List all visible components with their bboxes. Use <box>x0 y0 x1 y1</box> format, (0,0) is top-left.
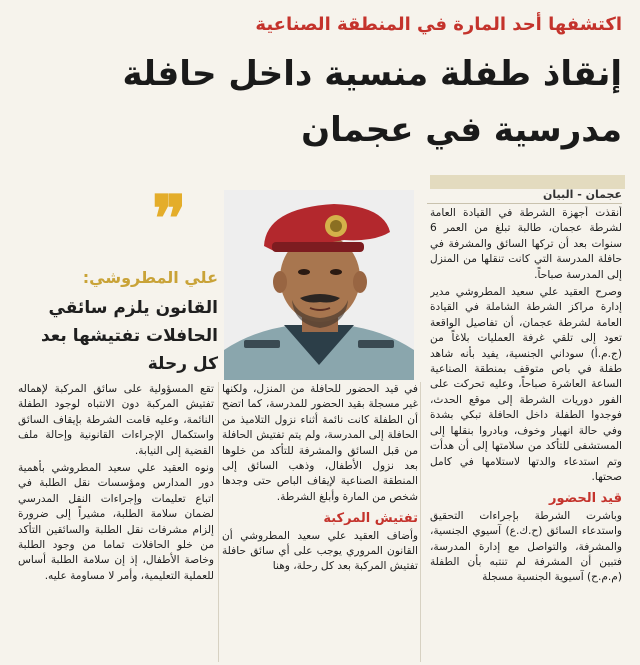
byline-band <box>430 175 625 189</box>
pre-headline: اكتشفها أحد المارة في المنطقة الصناعية <box>255 14 622 35</box>
officer-portrait-image <box>224 190 414 380</box>
byline: عجمان - البيان <box>427 188 622 204</box>
column-divider <box>420 382 421 662</box>
officer-photo <box>224 190 414 380</box>
article-column-right <box>430 206 622 661</box>
paragraph: في قيد الحضور للحافلة من المنزل، ولكنها غير مسجلة بقيد الحضور للمدرسة، كما اتضح أن الطفلة كانت نائمة أثناء نزول التلاميذ من الحافلة إلى المدرسة، ولم يتم تفتيش الحافلة من قبل السائق والمشرفة للتأكد من خلوها بعد نزول الأطفال، وذهب السائق إلى المنطقة الصناعية لإيقاف الباص حتى وجدها شخص من المارة وأبلغ الشرطة. <box>222 383 418 503</box>
paragraph: ونوه العقيد علي سعيد المطروشي بأهمية دور المدارس ومؤسسات نقل الطلبة في اتباع تعليمات وإجراءات النقل المدرسي لضمان سلامة الطلبة، مشيراً إلى ضرورة إلزام مشرفات نقل الطلبة والسائقين التأكد من خلو الحافلات تماما من وجود الطلبة وخاصة الأطفال، إذ إن سلامة الطلبة أساس للعملية التعليمية، وأمر لا مساومة عليه. <box>18 462 214 582</box>
paragraph: وأضاف العقيد علي سعيد المطروشي أن القانون المروري يوجب على أي سائق حافلة تفتيش المركبة بعد كل رحلة، وهنا <box>222 529 418 573</box>
quote-mark-icon: ❞ <box>152 182 187 257</box>
column-divider <box>218 382 219 662</box>
subheading: قيد الحضور <box>548 491 622 507</box>
paragraph: تقع المسؤولية على سائق المركبة لإهماله تفتيش المركبة دون الانتباه لوجود الطفلة النائمة، وعليه قامت الشرطة بإيقاف السائق واستكمال الإجراءات القانونية وإحالة ملف القضية إلى النيابة. <box>18 383 214 457</box>
quote-text: القانون يلزم سائقي الحافلات تفتيشها بعد كل رحلة <box>40 298 218 374</box>
subheading: تفتيش المركبة <box>323 511 418 527</box>
paragraph: وصرح العقيد علي سعيد المطروشي مدير إدارة مراكز الشرطة الشاملة في القيادة العامة لشرطة عجمان، أن تفاصيل الواقعة تعود إلى تلقي غرفة العمليات بلاغاً من (ج.م.أ) سوداني الجنسية، يفيد بأنه شاهد طفلة في باص متوقف بمنطقة الصناعية الساعة العاشرة صباحاً، وعليه تحركت على الفور دوريات الشرطة إلى موقع الحدث، فوجدوا الطفلة داخل الحافلة تبكي بشدة وفي حالة انهيار وخوف، وبادروا بنقلها إلى المستشفى للتأكد من سلامتها إلى أن هدأت وتم استدعاء والدتها لاستلامها في كامل صحتها. <box>430 286 622 483</box>
paragraph: أنقذت أجهزة الشرطة في القيادة العامة لشرطة عجمان، طالبة تبلغ من العمر 6 سنوات بعد أن تركها السائق والمشرفة في حافلة المدرسة التي كانت تنقلها من المنزل إلى المدرسة صباحاً. <box>430 207 622 281</box>
headline: إنقاذ طفلة منسية داخل حافلة مدرسية في عجمان <box>122 54 622 150</box>
pull-quote <box>18 182 218 380</box>
quote-speaker: علي المطروشي: <box>82 268 218 287</box>
article-column-middle <box>222 382 418 662</box>
paragraph: وباشرت الشرطة بإجراءات التحقيق واستدعاء السائق (ح.ك.ع) آسيوي الجنسية، والمشرفة، والتواصل مع إدارة المدرسة، فتبين أن المشرفة لم تنتبه بأن الطفلة (م.م.ح) آسيوية الجنسية مسجلة <box>430 509 622 584</box>
article-column-left <box>18 382 214 662</box>
